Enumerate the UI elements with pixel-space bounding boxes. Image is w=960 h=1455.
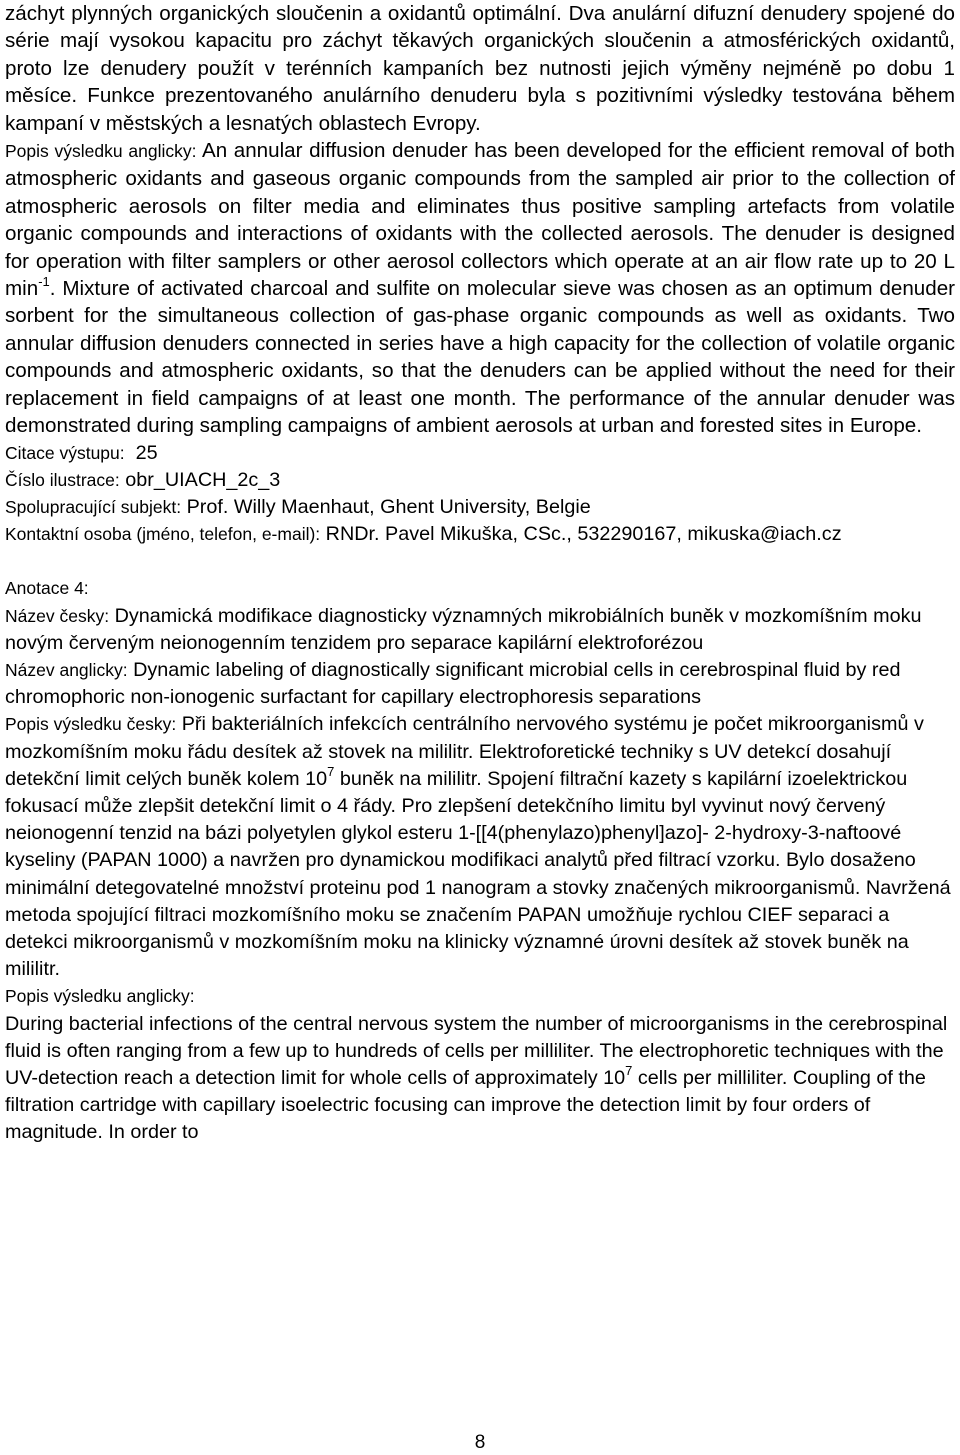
result2-english-text-2: cells per milliliter. Coupling of the filtration cartridge with capillary isoelectric focusing can improve the detection limit by four orders of magnitude. In order to — [5, 1066, 926, 1144]
label-nazev-cesky: Název česky: — [5, 605, 110, 626]
partner-row — [5, 494, 955, 521]
result2-english-text-1: During bacterial infections of the central nervous system the number of microorganisms in the cerebrospinal fluid is often ranging from a few up to hundreds of cells per milliliter. The electrophoretic techniques with the UV-detection reach a detection limit for whole cells of approximately 10 — [5, 1012, 948, 1089]
result1-english-text-1: An annular diffusion denuder has been developed for the efficient removal of both atmospheric oxidants and gaseous organic compounds from the sampled air prior to the collection of atmospheric aerosols on filter media and eliminates thus positive sampling artefacts from volatile organic compounds and interactions of oxidants with the collected aerosols. The denuder is designed for operation with filter samplers or other aerosol collectors which operate at an air flow rate up to 20 L min — [5, 139, 955, 301]
value-ilustrace: obr_UIACH_2c_3 — [125, 468, 281, 491]
value-citace: 25 — [135, 441, 158, 464]
result2-czech-description — [5, 711, 955, 983]
label-popis-anglicky-2: Popis výsledku anglicky: — [5, 986, 195, 1007]
label-popis-cesky: Popis výsledku česky: — [5, 714, 177, 735]
page-number: 8 — [474, 1432, 486, 1453]
result2-english-description — [5, 1011, 955, 1147]
document-page — [5, 0, 955, 1147]
result1-english-text-2: . Mixture of activated charcoal and sulfite on molecular sieve was chosen as an optimum denuder sorbent for the simultaneous collection of gas-phase organic compounds as well as oxidants. Two annular diffusion denuders connected in series have a high capacity for the collection of volatile organic compounds and atmospheric oxidants, so that the denuders can be applied without the need for their replacement in field campaigns of at least one month. The performance of the annular denuder was demonstrated during sampling campaigns of ambient aerosols at urban and forested sites in Europe. — [5, 277, 955, 438]
value-subjekt: Prof. Willy Maenhaut, Ghent University, Belgie — [186, 495, 591, 518]
title-english-row — [5, 657, 955, 711]
label-popis-anglicky: Popis výsledku anglicky: — [5, 141, 197, 162]
unit-superscript: -1 — [38, 274, 50, 290]
citation-count-row — [5, 440, 955, 467]
value-nazev-cesky: Dynamická modifikace diagnosticky významných mikrobiálních buněk v mozkomíšním moku novým červeným neionogenním tenzidem pro separace kapilární elektroforézou — [5, 604, 922, 654]
value-kontakt: RNDr. Pavel Mikuška, CSc., 532290167, mikuska@iach.cz — [325, 523, 842, 546]
illustration-number-row — [5, 467, 955, 494]
annotation-heading: Anotace 4: — [5, 578, 89, 599]
contact-row — [5, 521, 955, 548]
result1-czech-text: záchyt plynných organických sloučenin a oxidantů optimální. Dva anulární difuzní denudery spojené do série mají vysokou kapacitu pro záchyt těkavých organických sloučenin a atmosférických oxidantů, proto lze denudery použít v terénních kampaních bez nutnosti jejich výměny nejméně po dobu 1 měsíce. Funkce prezentovaného anulárního denuderu byla s pozitivními výsledky testována během kampaní v městských a lesnatých oblastech Evropy. — [5, 2, 955, 135]
title-czech-row — [5, 603, 955, 657]
label-nazev-anglicky: Název anglicky: — [5, 659, 128, 680]
label-kontakt: Kontaktní osoba (jméno, telefon, e-mail): — [5, 524, 321, 545]
section-spacer — [5, 548, 955, 575]
result1-english-description — [5, 137, 955, 439]
exponent-superscript-en: 7 — [625, 1063, 633, 1079]
label-subjekt: Spolupracující subjekt: — [5, 496, 182, 517]
exponent-superscript: 7 — [327, 764, 335, 780]
value-nazev-anglicky: Dynamic labeling of diagnostically significant microbial cells in cerebrospinal fluid by red chromophoric non-ionogenic surfactant for capillary electrophoresis separations — [5, 658, 901, 709]
result2-czech-text-1: Při bakteriálních infekcích centrálního nervového systému je počet mikroorganismů v mozkomíšním moku řádu desítek až stovek na mililitr. Elektroforetické techniky s UV detekcí dosahují detekční limit celých buněk kolem 10 — [5, 713, 924, 790]
label-citace: Citace výstupu: — [5, 442, 125, 463]
result1-czech-description — [5, 0, 955, 137]
label-ilustrace: Číslo ilustrace: — [5, 469, 120, 490]
result2-czech-text-2: buněk na mililitr. Spojení filtrační kazety s kapilární izoelektrickou fokusací může zlepšit detekční limit o 4 řády. Pro zlepšení detekčního limitu byl vyvinut nový červený neionogenní tenzid na bázi polyetylen glykol esteru 1-[[4(phenylazo)phenyl]azo]- 2-hydroxy-3-naftoové kyseliny (PAPAN 1000) a navržen pro dynamickou modifikaci analytů před filtrací vzorku. Bylo dosaženo minimální detegovatelné množství proteinu pod 1 nanogram a stovky značených mikroorganismů. Navržená metoda spojující filtraci mozkomíšního moku se značením PAPAN umožňuje rychlou CIEF separaci a detekci mikroorganismů v mozkomíšním moku na klinicky významné úrovni desítek až stovek buněk na mililitr. — [5, 767, 951, 981]
